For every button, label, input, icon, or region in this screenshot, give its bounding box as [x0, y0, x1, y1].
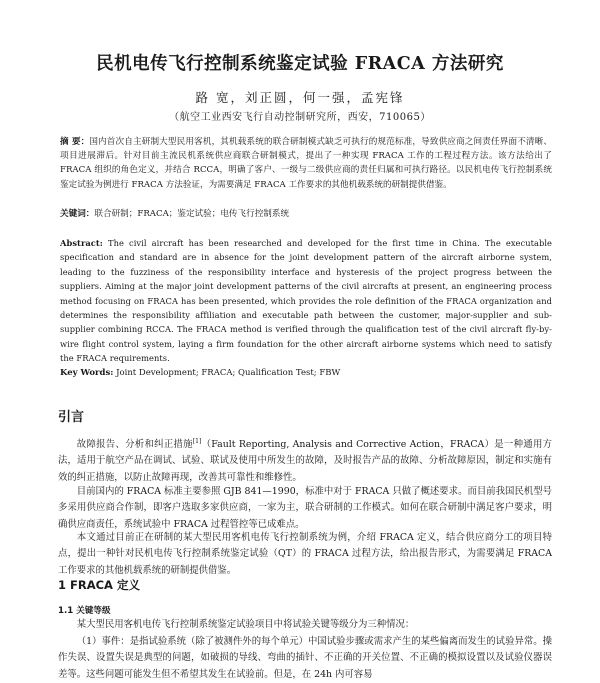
paper-title: 民机电传飞行控制系统鉴定试验 FRACA 方法研究 — [96, 54, 504, 74]
keywords-cn-text: 联合研制；FRACA；鉴定试验；电传飞行控制系统 — [94, 209, 290, 219]
abstract-en-label: Abstract: — [60, 238, 103, 248]
subsection-heading-1-1: 1.1 关键等级 — [58, 606, 111, 616]
intro-p1-pre: 故障报告、分析和纠正措施 — [76, 439, 193, 450]
section-heading-1: 1 FRACA 定义 — [58, 578, 140, 592]
paper-authors: 路 宽，刘正圆，何一强，孟宪锋 — [195, 90, 405, 105]
intro-p1-post: （Fault Reporting, Analysis and Corrective Action，FRACA）是一种通用方法，适用于航空产品在调试、试验、联试及使用中所发生的故障，及时报告产品的故障、分析故障原因，制定和实施有效的纠正措施，以防止故障再现，改善其可靠性和维修性。 — [58, 439, 552, 483]
section1-paragraph-2: （1）事件：是指试验系统（除了被测件外的每个单元）中国试验步骤或需求产生的某些偏离而发生的试验异常。操作失误、设置失误是典型的问题，如破损的导线、弯曲的插针、不正确的开关位置、不正确的模拟设置以及试验仪器误差等。这些问题可能发生但不希望其发生在试验前。但是，在 24h 内可容易 — [58, 636, 552, 680]
intro-paragraph-2: 目前国内的 FRACA 标准主要参照 GJB 841—1990，标准中对于 FRACA 只做了概述要求。而目前我国民机型号多采用供应商合作制，即客户选取多家供应商，一家为主，联合研制的工作模式。如何在联合研制中满足客户要求，明确供应商责任，系统试验中 FRACA 过程管控等已成难点。 — [58, 486, 552, 530]
section1-paragraph-1: 某大型民用客机电传飞行控制系统鉴定试验项目中将试验关键等级分为三种情况： — [76, 619, 415, 630]
keywords-cn-label: 关键词： — [60, 209, 95, 219]
abstract-en-text: The civil aircraft has been researched and developed for the first time in China. The executable specification and standard are in absence for the joint development pattern of the aircraft airborne system, leading to the fuzziness of the responsibility interface and hysteresis of the project progress between the suppliers. Aiming at the major joint development patterns of the civil aircrafts at present, an engineering process method focusing on FRACA has been presented, which provides the role definition of the FRACA organization and determines the responsibility affiliation and executable path between the customer, major-supplier and sub-supplier combining RCCA. The FRACA method is verified through the qualification test of the civil aircraft fly-by-wire flight control system, laying a firm foundation for the other aircraft airborne systems which need to satisfy the FRACA requirements. — [60, 238, 553, 364]
keywords-cn — [60, 207, 552, 221]
abstract-cn-label: 摘 要： — [60, 137, 90, 147]
intro-paragraph-1 — [58, 437, 552, 486]
section-heading-intro: 引言 — [58, 410, 85, 425]
paper-affiliation: （航空工业西安飞行自动控制研究所，西安，710065） — [169, 112, 431, 123]
keywords-en-label: Key Words: — [60, 368, 114, 378]
keywords-en — [60, 366, 552, 380]
citation-ref[interactable]: [1] — [192, 437, 202, 445]
keywords-en-text: Joint Development; FRACA; Qualification Test; FBW — [116, 368, 341, 378]
abstract-en — [60, 236, 552, 366]
abstract-cn-text: 国内首次自主研制大型民用客机，其机载系统的联合研制模式缺乏可执行的规范标准，导致供应商之间责任界面不清晰、项目进展滞后。针对目前主流民机系统供应商联合研制模式，提出了一种实现 FRACA 工作的工程过程方法。该方法给出了 FRACA 组织的角色定义，并结合 RCCA，明确了客户、一级与二级供应商的责任归属和可执行路径。以民机电传飞行控制系统鉴定试验为例进行 FRACA 方法验证，为需要满足 FRACA 工作要求的其他机载系统的研制提供借鉴。 — [60, 137, 552, 190]
abstract-cn — [60, 135, 552, 192]
intro-paragraph-3: 本文通过目前正在研制的某大型民用客机电传飞行控制系统为例，介绍 FRACA 定义，结合供应商分工的项目特点，提出一种针对民机电传飞行控制系统鉴定试验（QT）的 FRACA 过程方法，给出报告形式，为需要满足 FRACA 工作要求的其他机载系统的研制提供借鉴。 — [58, 532, 552, 576]
